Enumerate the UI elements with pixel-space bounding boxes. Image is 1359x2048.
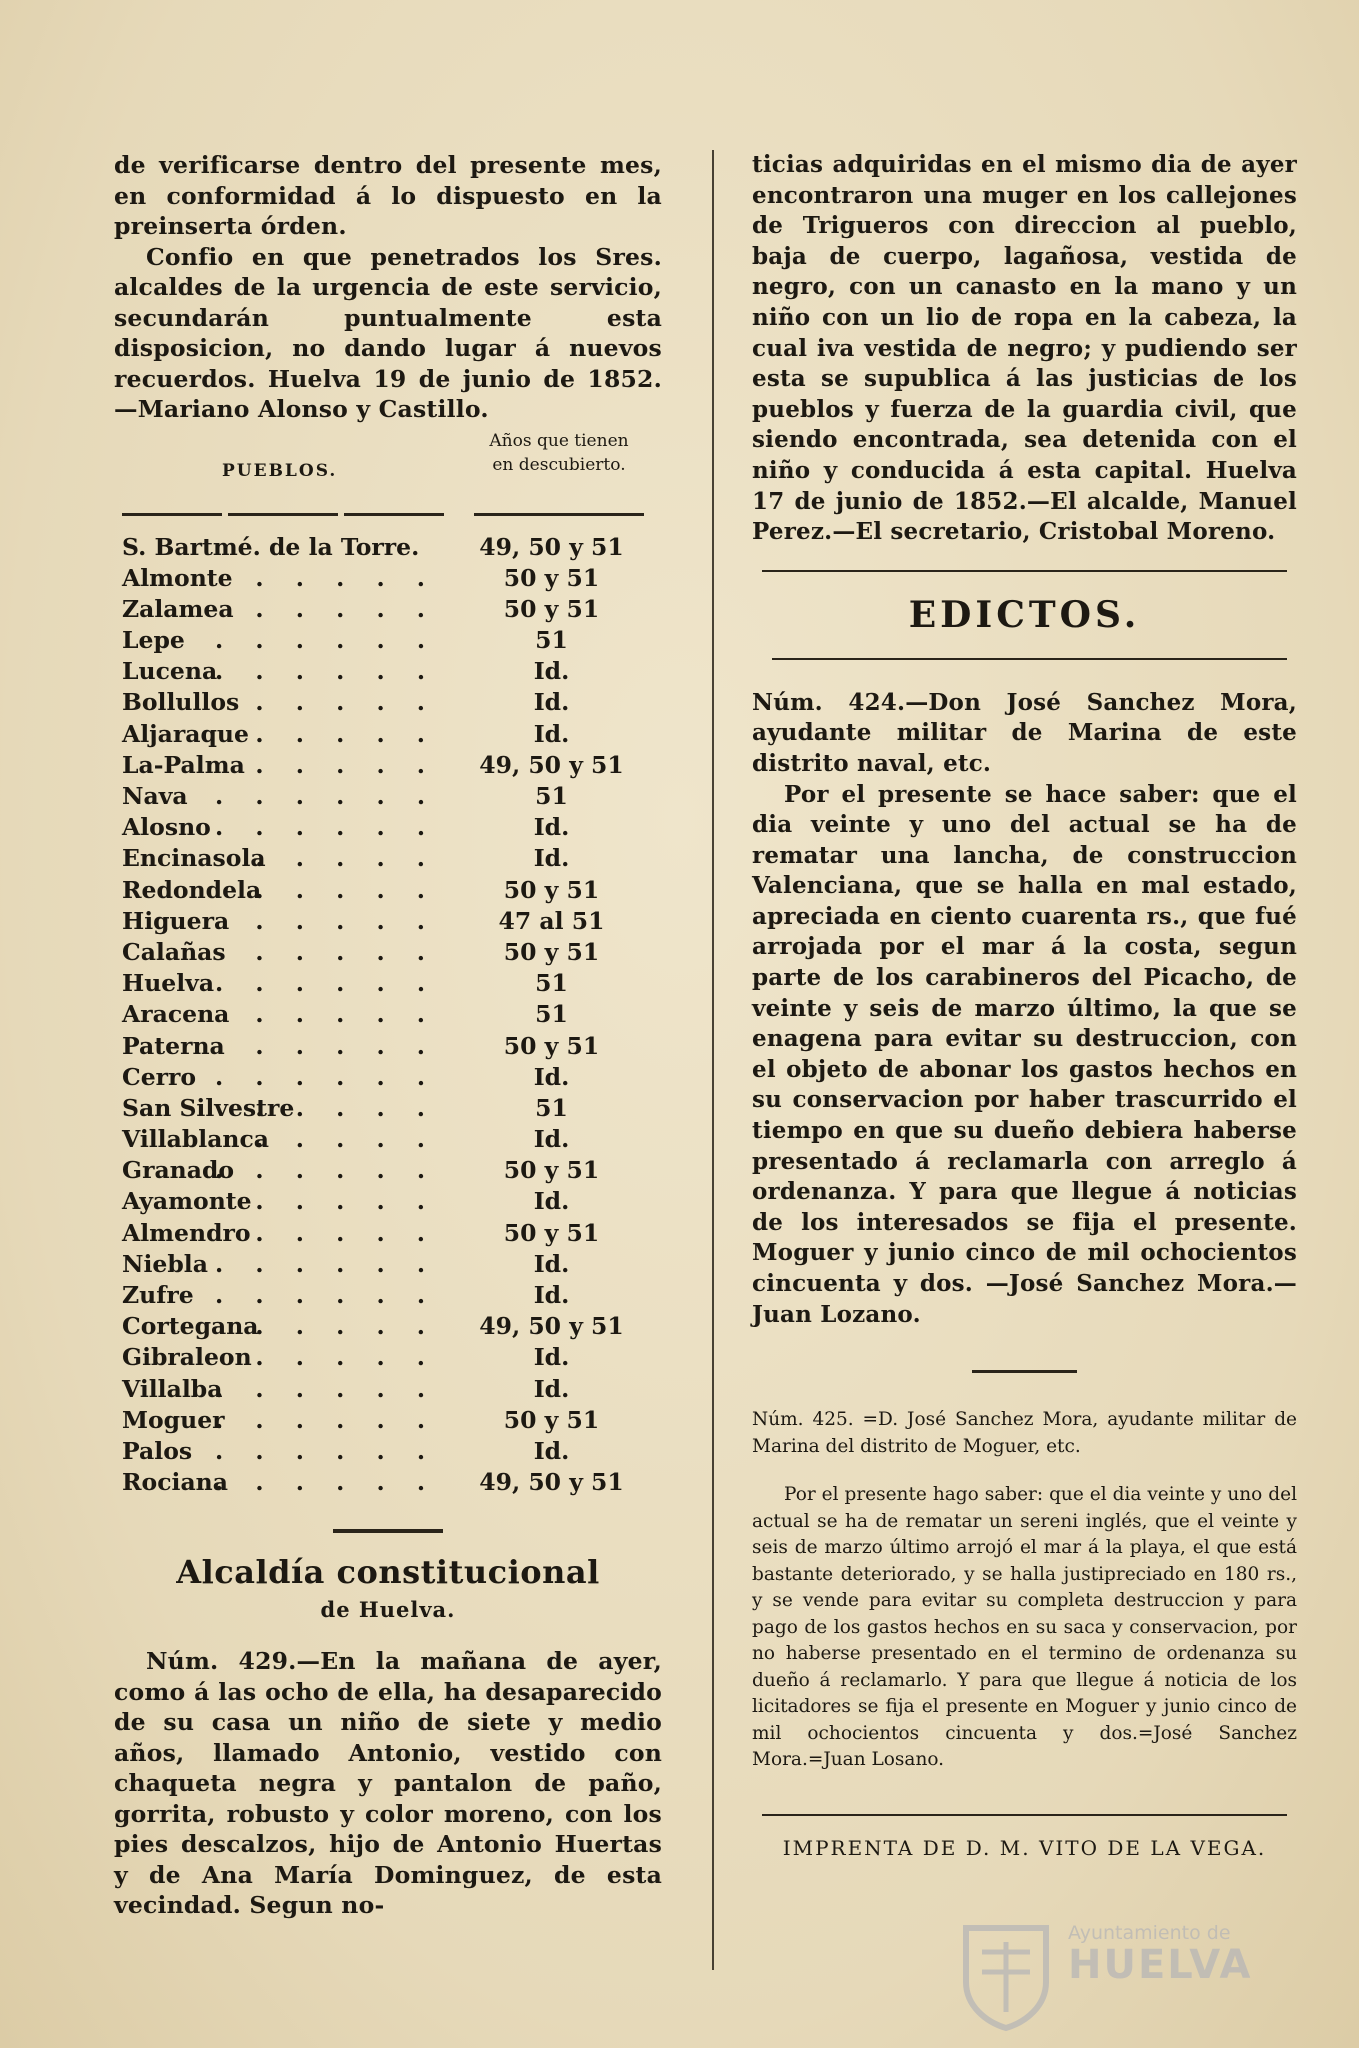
table-row	[114, 969, 662, 1000]
edictos-title: EDICTOS.	[908, 593, 1141, 636]
town-name: Villablanca	[122, 1125, 270, 1154]
town-name: Zufre	[122, 1281, 194, 1309]
imprenta-footer: IMPRENTA DE D. M. VITO DE LA VEGA.	[782, 1835, 1267, 1860]
leader-dots: . . . . .	[255, 844, 437, 873]
leader-dots: . . . . . .	[215, 1374, 437, 1403]
table-row	[114, 1281, 662, 1312]
section-rule	[772, 658, 1287, 660]
table-row	[114, 1312, 662, 1343]
town-name: Nava	[122, 782, 188, 810]
table-row	[114, 657, 662, 688]
leader-dots: . . . . .	[255, 1218, 437, 1247]
leader-dots: . . . . .	[255, 875, 437, 904]
leader-dots: . . . . . .	[215, 1436, 437, 1465]
town-name: San Silvestre	[122, 1093, 295, 1122]
town-name: S. Bartmé. de la Torre.	[122, 532, 420, 561]
town-name: La-Palma	[122, 750, 245, 779]
leader-dots: . . . . .	[255, 1000, 437, 1029]
years-owed: Id.	[533, 1436, 570, 1465]
leader-dots: . . . . .	[255, 1093, 437, 1122]
years-owed: Id.	[533, 1374, 570, 1403]
intro-paragraph: de verificarse dentro del presente mes, en conformidad á lo dispuesto en la preinserta órden.	[114, 151, 662, 240]
table-row	[114, 1125, 662, 1156]
section-rule	[762, 1814, 1287, 1816]
town-name: Encinasola	[122, 844, 266, 873]
left-column	[114, 150, 662, 1921]
town-name: Almonte	[122, 563, 233, 592]
table-header	[114, 425, 662, 507]
rule	[228, 513, 338, 516]
town-name: Huelva	[122, 969, 215, 998]
table-row	[114, 1094, 662, 1125]
years-owed: 49, 50 y 51	[479, 1312, 624, 1341]
column-divider	[712, 150, 714, 1970]
years-owed: Id.	[533, 1187, 570, 1216]
town-name: Cerro	[122, 1062, 197, 1091]
leader-dots: . . . . .	[255, 594, 437, 623]
leader-dots: . . . . .	[255, 563, 437, 592]
town-name: Calañas	[122, 937, 226, 966]
table-row	[114, 1468, 662, 1499]
table-row	[114, 533, 662, 564]
table-row	[114, 1000, 662, 1031]
years-owed: 51	[535, 626, 568, 655]
section-rule	[333, 1529, 443, 1533]
table-row	[114, 876, 662, 907]
years-owed: Id.	[533, 1249, 570, 1278]
years-owed: 51	[535, 1093, 568, 1122]
town-name: Paterna	[122, 1031, 225, 1060]
table-row	[114, 1063, 662, 1094]
leader-dots: . . . . .	[255, 1312, 437, 1341]
leader-dots: . . . . . .	[215, 782, 437, 810]
table-header-rules	[114, 507, 662, 533]
confio-paragraph: Confio en que penetrados los Sres. alcaldes de la urgencia de este servicio, secundarán puntualmente esta disposicion, no dando lugar á nuevos recuerdos. Huelva 19 de junio de 1852.—Mariano Alonso y Castillo.	[114, 242, 662, 423]
leader-dots: . . . . . .	[215, 626, 437, 655]
years-owed: 50 y 51	[503, 563, 600, 592]
years-owed: 50 y 51	[503, 1218, 600, 1247]
town-name: Rociana	[122, 1468, 228, 1497]
town-name: Moguer	[122, 1405, 225, 1434]
num425-heading: Núm. 425. =D. José Sanchez Mora, ayudante militar de Marina del distrito de Moguer, etc.	[752, 1409, 1297, 1457]
town-name: Higuera	[122, 906, 230, 935]
table-row	[114, 720, 662, 751]
leader-dots: . . . . . .	[215, 1062, 437, 1091]
town-name: Lucena	[122, 657, 218, 686]
shield-icon	[958, 1922, 1054, 2032]
town-name: Almendro	[122, 1218, 251, 1247]
section-rule	[762, 570, 1287, 572]
table-row	[114, 938, 662, 969]
table-row	[114, 1406, 662, 1437]
years-owed: 51	[535, 969, 568, 998]
rule	[122, 513, 222, 516]
town-name: Zalamea	[122, 594, 234, 623]
years-owed: 49, 50 y 51	[479, 532, 624, 561]
table-row	[114, 1375, 662, 1406]
years-owed: Id.	[533, 844, 570, 873]
leader-dots: . . . . .	[255, 906, 437, 935]
num425-body: Por el presente hago saber: que el dia veinte y uno del actual se ha de rematar un sereni inglés, que el veinte y seis de marzo último arrojó el mar á la playa, el que está bastante deteriorado, y se halla justipreciado en 180 rs., y se vende para evitar su completa destruccion y para pago de los gastos hechos en su saca y conservacion, por no haberse presentado en el termino de ordenanza su dueño á reclamarlo. Y para que llegue á noticia de los licitadores se fija el presente en Moguer y junio cinco de mil ochocientos cincuenta y dos.=José Sanchez Mora.=Juan Losano.	[752, 1484, 1297, 1771]
pueblos-table	[114, 533, 662, 1500]
years-owed: 51	[535, 782, 568, 810]
years-owed: 50 y 51	[503, 875, 600, 904]
leader-dots: . . . . . .	[215, 657, 437, 686]
years-owed: 50 y 51	[503, 1031, 600, 1060]
town-name: Gibraleon	[122, 1343, 252, 1372]
leader-dots: . . . . . .	[215, 1468, 437, 1497]
town-name: Lepe	[122, 626, 185, 655]
years-owed: Id.	[533, 688, 570, 717]
leader-dots: . . . . .	[255, 750, 437, 779]
continuation-paragraph: ticias adquiridas en el mismo dia de ayer encontraron una muger en los callejones de Trigueros con direccion al pueblo, baja de cuerpo, lagañosa, vestida de negro, con un canasto en la mano y un niño con un lio de ropa en la cabeza, la cual iva vestida de negro; y pudiendo ser esta se supublica á las justicias de los pueblos y fuerza de la guardia civil, que siendo encontrada, sea detenida con el niño y conducida á esta capital. Huelva 17 de junio de 1852.—El alcalde, Manuel Perez.—El secretario, Cristobal Moreno.	[752, 151, 1297, 546]
table-row	[114, 782, 662, 813]
leader-dots: . . . . .	[255, 719, 437, 748]
ayuntamiento-watermark	[1068, 1922, 1288, 1986]
leader-dots: . . . . . .	[215, 969, 437, 998]
leader-dots: . . . . . .	[215, 1156, 437, 1185]
town-name: Granado	[122, 1156, 235, 1185]
years-owed: 50 y 51	[503, 937, 600, 966]
town-name: Niebla	[122, 1249, 208, 1278]
years-owed: Id.	[533, 719, 570, 748]
town-name: Aljaraque	[122, 719, 249, 748]
table-row	[114, 1032, 662, 1063]
town-name: Villalba	[122, 1374, 223, 1403]
town-name: Palos	[122, 1436, 193, 1465]
watermark-line2: HUELVA	[1068, 1942, 1253, 1988]
rule	[474, 513, 644, 516]
header-pueblos: PUEBLOS.	[222, 460, 338, 481]
num424-heading: Núm. 424.—Don José Sanchez Mora, ayudante militar de Marina de este distrito naval, etc.	[752, 688, 1297, 777]
town-name: Cortegana	[122, 1312, 259, 1341]
num424-body: Por el presente se hace saber: que el dia veinte y uno del actual se ha de rematar una lancha, de construccion Valenciana, que se halla en mal estado, apreciada en ciento cuarenta rs., que fué arrojada por el mar á la costa, segun parte de los carabineros del Picacho, de veinte y seis de marzo último, la que se enagena para evitar su destruccion, con el objeto de abonar los gastos hechos en su conservacion por haber trascurrido el tiempo en que su dueño debiera haberse presentado á reclamarla con arreglo á ordenanza. Y para que llegue á noticias de los interesados se fija el presente. Moguer y junio cinco de mil ochocientos cincuenta y dos. —José Sanchez Mora.—Juan Lozano.	[752, 780, 1297, 1328]
years-owed: 49, 50 y 51	[479, 1468, 624, 1497]
table-row	[114, 1187, 662, 1218]
num429-paragraph: Núm. 429.—En la mañana de ayer, como á las ocho de ella, ha desaparecido de su casa un niño de siete y medio años, llamado Antonio, vestido con chaqueta negra y pantalon de paño, gorrita, robusto y color moreno, con los pies descalzos, hijo de Antonio Huertas y de Ana María Dominguez, de esta vecindad. Segun no-	[114, 1647, 662, 1920]
table-row	[114, 1156, 662, 1187]
table-row	[114, 1250, 662, 1281]
table-row	[114, 844, 662, 875]
watermark-line1: Ayuntamiento de	[1068, 1922, 1231, 1944]
years-owed: 47 al 51	[498, 906, 605, 935]
table-row	[114, 595, 662, 626]
rule	[344, 513, 444, 516]
leader-dots: . . . . .	[255, 1125, 437, 1154]
alcaldia-title: Alcaldía constitucional	[176, 1553, 600, 1592]
years-owed: Id.	[533, 813, 570, 842]
leader-dots: . . . . . .	[215, 1405, 437, 1434]
years-owed: Id.	[533, 1281, 570, 1309]
years-owed: Id.	[533, 1062, 570, 1091]
header-anos	[474, 429, 644, 477]
town-name: Bollullos	[122, 688, 240, 717]
years-owed: 50 y 51	[503, 1405, 600, 1434]
leader-dots: . . . . .	[255, 1343, 437, 1372]
table-row	[114, 907, 662, 938]
town-name: Ayamonte	[122, 1187, 252, 1216]
years-owed: 50 y 51	[503, 1156, 600, 1185]
table-row	[114, 1437, 662, 1468]
years-owed: 51	[535, 1000, 568, 1029]
leader-dots: . . . . . .	[215, 1281, 437, 1309]
leader-dots: . . . . .	[255, 937, 437, 966]
town-name: Aracena	[122, 1000, 230, 1029]
table-row	[114, 626, 662, 657]
section-rule	[972, 1370, 1077, 1373]
town-name: Alosno	[122, 813, 211, 842]
years-owed: Id.	[533, 657, 570, 686]
table-row	[114, 1343, 662, 1374]
alcaldia-subtitle: de Huelva.	[320, 1597, 456, 1623]
leader-dots: . . . . . .	[215, 1249, 437, 1278]
years-owed: 49, 50 y 51	[479, 750, 624, 779]
years-owed: Id.	[533, 1343, 570, 1372]
table-row	[114, 751, 662, 782]
leader-dots: . . . . .	[255, 688, 437, 717]
table-row	[114, 1219, 662, 1250]
table-row	[114, 688, 662, 719]
town-name: Redondela	[122, 875, 262, 904]
leader-dots: . . . . .	[255, 1187, 437, 1216]
right-column	[752, 150, 1297, 1860]
header-anos-line2: en descubierto.	[492, 454, 626, 475]
table-row	[114, 564, 662, 595]
leader-dots: . . . . . .	[215, 813, 437, 842]
years-owed: Id.	[533, 1125, 570, 1154]
years-owed: 50 y 51	[503, 594, 600, 623]
leader-dots: . . . . .	[255, 1031, 437, 1060]
table-row	[114, 813, 662, 844]
header-anos-line1: Años que tienen	[489, 430, 629, 451]
